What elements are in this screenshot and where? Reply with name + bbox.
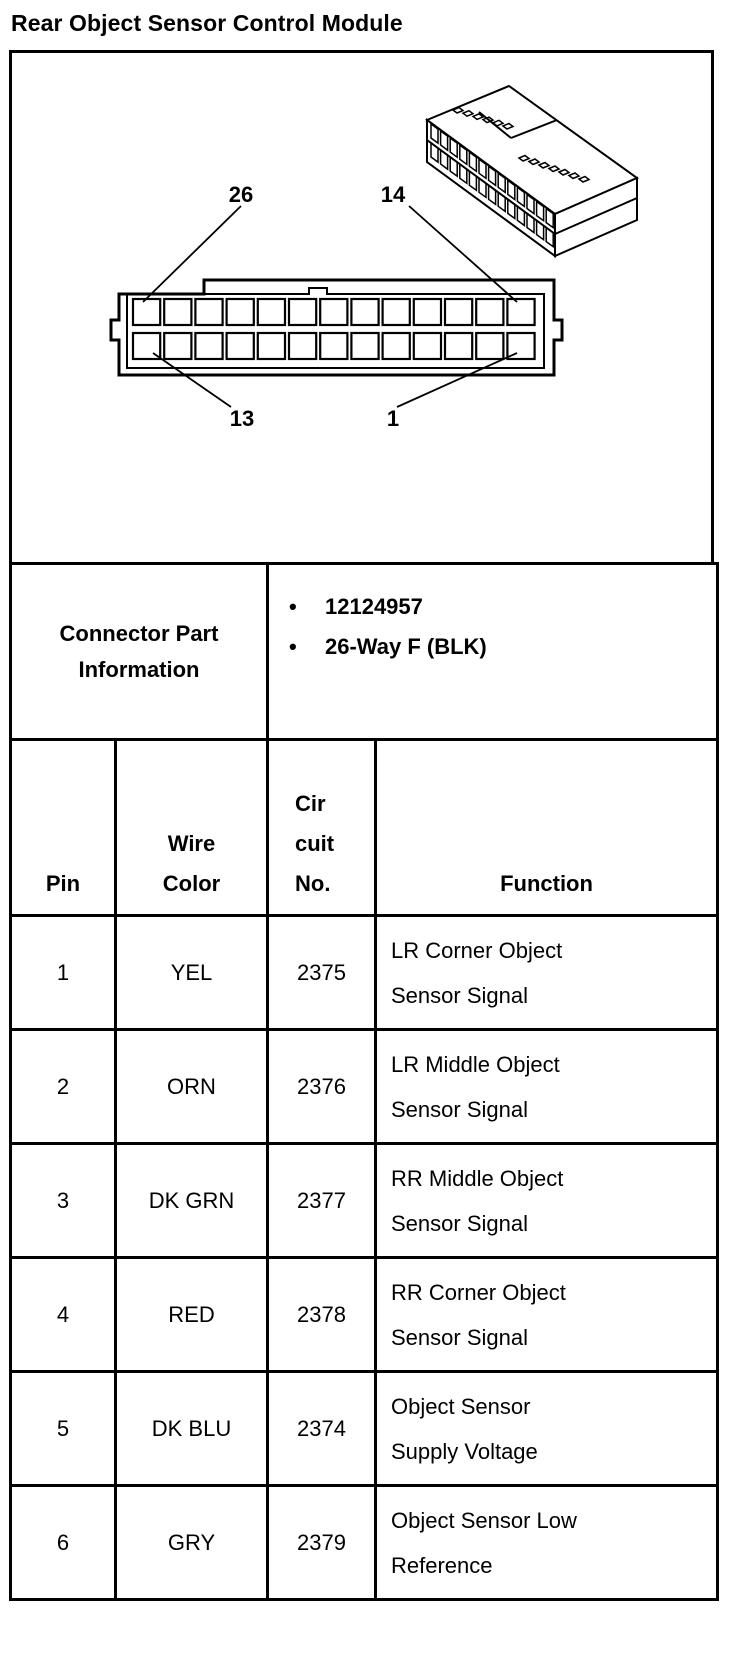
- cavity: [164, 299, 191, 325]
- connector-face: [111, 280, 562, 375]
- pin-number: 3: [11, 1144, 116, 1258]
- cavity: [476, 333, 503, 359]
- table-row: [11, 1258, 718, 1372]
- callout-pin-14: 14: [380, 182, 406, 207]
- pinout-table: [9, 562, 719, 1601]
- cavity: [289, 333, 316, 359]
- cavity: [320, 299, 347, 325]
- cavity: [476, 299, 503, 325]
- table-row: [11, 1486, 718, 1600]
- header-pin: Pin: [11, 740, 116, 916]
- cavity: [227, 299, 254, 325]
- connector-info-label: Connector Part Information: [11, 564, 268, 740]
- cavity: [445, 299, 472, 325]
- circuit-number: 2378: [268, 1258, 376, 1372]
- wire-color: DK BLU: [116, 1372, 268, 1486]
- wire-color: ORN: [116, 1030, 268, 1144]
- pin-number: 2: [11, 1030, 116, 1144]
- table-row: [11, 1144, 718, 1258]
- header-wire-color: Wire Color: [116, 740, 268, 916]
- cavity: [351, 333, 378, 359]
- connector-part-number: • 12124957: [289, 587, 716, 627]
- table-row: [11, 916, 718, 1030]
- cavity: [351, 299, 378, 325]
- circuit-number: 2379: [268, 1486, 376, 1600]
- cavity: [133, 299, 160, 325]
- pin-function: Object Sensor Supply Voltage: [376, 1372, 718, 1486]
- wire-color: DK GRN: [116, 1144, 268, 1258]
- circuit-number: 2377: [268, 1144, 376, 1258]
- cavity: [195, 333, 222, 359]
- cavity: [414, 299, 441, 325]
- cavity: [320, 333, 347, 359]
- circuit-number: 2374: [268, 1372, 376, 1486]
- cavity: [164, 333, 191, 359]
- cavity: [195, 299, 222, 325]
- cavity: [383, 299, 410, 325]
- callout-pin-13: 13: [229, 406, 255, 431]
- connector-diagram: [9, 50, 714, 564]
- connector-type: • 26-Way F (BLK): [289, 627, 716, 667]
- table-row: [11, 1030, 718, 1144]
- circuit-number: 2375: [268, 916, 376, 1030]
- cavity: [258, 333, 285, 359]
- cavity: [383, 333, 410, 359]
- table-header-row: [11, 740, 718, 916]
- wire-color: GRY: [116, 1486, 268, 1600]
- pin-function: LR Middle Object Sensor Signal: [376, 1030, 718, 1144]
- pin-function: Object Sensor Low Reference: [376, 1486, 718, 1600]
- pin-number: 4: [11, 1258, 116, 1372]
- pin-function: RR Corner Object Sensor Signal: [376, 1258, 718, 1372]
- page-title: Rear Object Sensor Control Module: [11, 10, 403, 36]
- connector-isometric-icon: [427, 86, 637, 256]
- cavity: [414, 333, 441, 359]
- header-function: Function: [376, 740, 718, 916]
- pin-function: RR Middle Object Sensor Signal: [376, 1144, 718, 1258]
- connector-info-row: [11, 564, 718, 740]
- callout-pin-26: 26: [228, 182, 254, 207]
- callout-pin-1: 1: [386, 406, 400, 431]
- cavity: [289, 299, 316, 325]
- wire-color: YEL: [116, 916, 268, 1030]
- cavity: [445, 333, 472, 359]
- table-row: [11, 1372, 718, 1486]
- header-circuit-number: Cir cuit No.: [268, 740, 376, 916]
- pin-number: 1: [11, 916, 116, 1030]
- wire-color: RED: [116, 1258, 268, 1372]
- pin-function: LR Corner Object Sensor Signal: [376, 916, 718, 1030]
- pin-number: 6: [11, 1486, 116, 1600]
- cavity: [507, 299, 534, 325]
- pin-number: 5: [11, 1372, 116, 1486]
- cavity: [258, 299, 285, 325]
- circuit-number: 2376: [268, 1030, 376, 1144]
- connector-info-list: [268, 564, 718, 740]
- cavity: [227, 333, 254, 359]
